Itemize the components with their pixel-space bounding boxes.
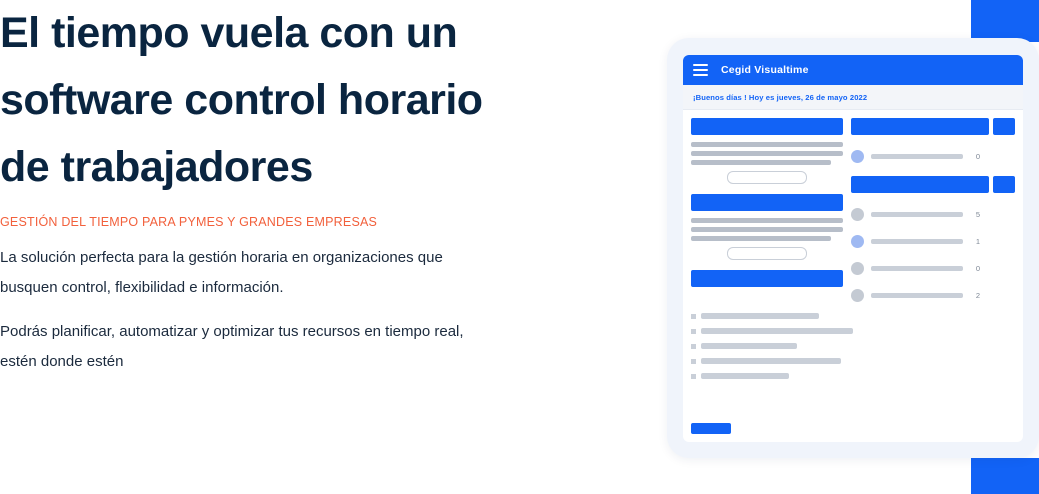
panel-header-1 xyxy=(851,118,1015,135)
list-item-label xyxy=(701,313,819,319)
panel-header-bar xyxy=(851,118,989,135)
card-header-bar xyxy=(691,270,843,287)
dashboard-left-column xyxy=(691,118,843,309)
list-item-label xyxy=(871,154,963,159)
greeting-bar xyxy=(683,85,1023,110)
list-item-label xyxy=(871,266,963,271)
avatar xyxy=(851,289,864,302)
list-item[interactable] xyxy=(691,313,1015,319)
placeholder-line xyxy=(691,142,843,147)
panel-header-2 xyxy=(851,176,1015,193)
list-item[interactable] xyxy=(851,143,1015,170)
panel-header-bar xyxy=(851,176,989,193)
list-item-label xyxy=(701,358,841,364)
placeholder-card-1 xyxy=(691,118,843,184)
placeholder-line xyxy=(691,160,831,165)
list-item-label xyxy=(871,212,963,217)
bullet-icon xyxy=(691,344,696,349)
list-item-value: 1 xyxy=(975,237,980,246)
app-screen xyxy=(683,55,1023,442)
footer-action-button[interactable] xyxy=(691,423,731,434)
bullet-icon xyxy=(691,359,696,364)
avatar xyxy=(851,262,864,275)
list-item-label xyxy=(701,328,853,334)
page-title: El tiempo vuela con un software control horario de trabajadores xyxy=(0,9,483,191)
eyebrow-label: GESTIÓN DEL TIEMPO PARA PYMES Y GRANDES EMPRESAS xyxy=(0,215,378,229)
tablet-mockup xyxy=(667,38,1039,458)
bullet-icon xyxy=(691,314,696,319)
list-item[interactable] xyxy=(691,373,1015,379)
list-item[interactable] xyxy=(851,282,1015,309)
greeting-text: ¡Buenos días ! Hoy es jueves, 26 de mayo 2022 xyxy=(693,92,868,102)
panel-header-action[interactable] xyxy=(993,118,1015,135)
placeholder-button[interactable] xyxy=(727,247,807,260)
decorative-block-bottom xyxy=(971,458,1039,494)
dashboard-body xyxy=(683,110,1023,309)
list-item[interactable] xyxy=(691,328,1015,334)
decorative-block-top xyxy=(971,0,1039,42)
list-item-value: 0 xyxy=(975,264,980,273)
placeholder-line xyxy=(691,227,843,232)
placeholder-line xyxy=(691,151,843,156)
list-item-label xyxy=(871,239,963,244)
list-item-value: 2 xyxy=(975,291,980,300)
avatar xyxy=(851,235,864,248)
dashboard-bottom-list xyxy=(683,309,1023,379)
list-item-label xyxy=(701,343,797,349)
panel-header-action[interactable] xyxy=(993,176,1015,193)
avatar xyxy=(851,208,864,221)
placeholder-line xyxy=(691,236,831,241)
placeholder-line xyxy=(691,218,843,223)
list-item[interactable] xyxy=(851,228,1015,255)
card-header-bar xyxy=(691,194,843,211)
list-item[interactable] xyxy=(691,343,1015,349)
list-item[interactable] xyxy=(851,255,1015,282)
placeholder-card-2 xyxy=(691,194,843,260)
placeholder-card-3 xyxy=(691,270,843,287)
hero-image-column xyxy=(560,0,1039,494)
dashboard-right-column xyxy=(851,118,1015,309)
app-title: Cegid Visualtime xyxy=(721,64,809,76)
hamburger-icon[interactable] xyxy=(693,64,708,76)
hero-paragraph-2: Podrás planificar, automatizar y optimizar tus recursos en tiempo real, estén donde estén xyxy=(0,323,464,370)
list-item-value: 5 xyxy=(975,210,980,219)
list-item[interactable] xyxy=(691,358,1015,364)
list-item[interactable] xyxy=(851,201,1015,228)
list-item-label xyxy=(701,373,789,379)
list-item-label xyxy=(871,293,963,298)
hero-paragraph-1: La solución perfecta para la gestión horaria en organizaciones que busquen control, flexibilidad e información. xyxy=(0,249,443,296)
app-header xyxy=(683,55,1023,85)
bullet-icon xyxy=(691,329,696,334)
card-header-bar xyxy=(691,118,843,135)
avatar xyxy=(851,150,864,163)
bullet-icon xyxy=(691,374,696,379)
list-item-value: 0 xyxy=(975,152,980,161)
placeholder-button[interactable] xyxy=(727,171,807,184)
